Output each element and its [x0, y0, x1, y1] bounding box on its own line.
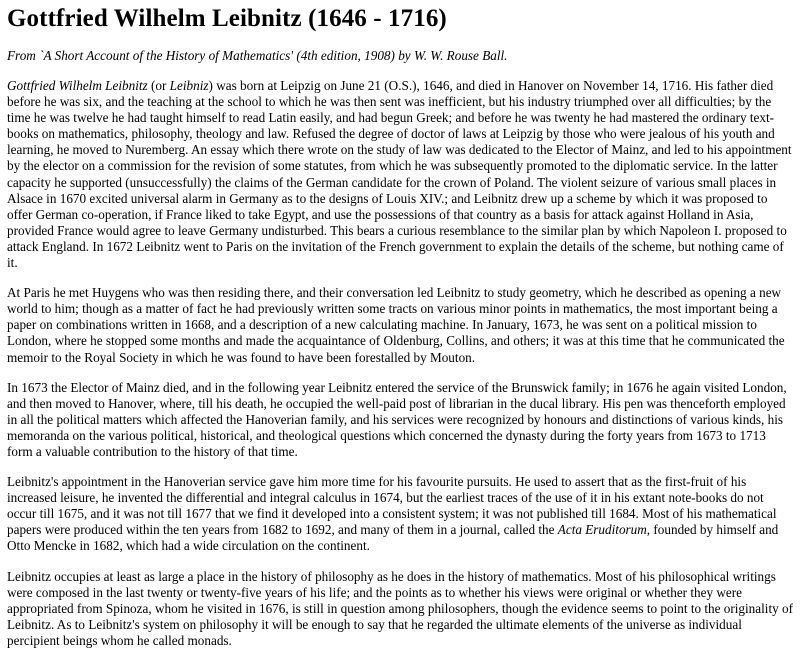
page-title: Gottfried Wilhelm Leibnitz (1646 - 1716) — [7, 5, 447, 32]
source-citation: From `A Short Account of the History of Mathematics' (4th edition, 1908) by W. W. Rouse Ball. — [7, 48, 508, 63]
paragraph-2: At Paris he met Huygens who was then residing there, and their conversation led Leibnitz to study geometry, which he described as opening a new world to him; though as a matter of fact he had previously written some tracts on various minor points in mathematics, the most important being a paper on combinations written in 1668, and a description of a new calculating machine. In January, 1673, he was sent on a political mission to London, where he stopped some months and made the acquaintance of Oldenburg, Collins, and others; it was at this time that he communicated the memoir to the Royal Society in which he was found to have been forestalled by Mouton. — [7, 285, 785, 365]
paren-open-text: (or — [147, 78, 170, 93]
paragraph-4-text-before: Leibnitz's appointment in the Hanoverian service gave him more time for his favourite pursuits. He used to assert that as the first-fruit of his increased leisure, he invented the differential and integral calculus in 1674, but the earliest traces of the use of it in his extant note-books do not occur till 1675, and it was not till 1677 that we find it developed into a consistent system; it was not published till 1684. Most of his mathematical papers were produced within the ten years from 1682 to 1692, and many of them in a journal, called the — [7, 474, 777, 538]
journal-title: Acta Eruditorum — [557, 522, 647, 538]
paragraph-3: In 1673 the Elector of Mainz died, and in the following year Leibnitz entered the service of the Brunswick family; in 1676 he again visited London, and then moved to Hanover, where, till his death, he occupied the well-paid post of librarian in the ducal library. His pen was thenceforth employed in all the political matters which affected the Hanoverian family, and his services were recognized by honours and distinctions of various kinds, his memoranda on the various political, historical, and theological questions which concerned the dynasty during the forty years from 1673 to 1713 form a valuable contribution to the history of that time. — [7, 379, 787, 459]
alt-name: Leibniz — [169, 78, 209, 93]
paragraph-5: Leibnitz occupies at least as large a place in the history of philosophy as he does in the history of mathematics. Most of his philosophical writings were composed in the last twenty or twenty-five years of his life; and the points as to whether his views were original or whether they were appropriated from Spinoza, whom he visited in 1676, is still in question among philosophers, though the evidence seems to point to the originality of Leibnitz. As to Leibnitz's system on philosophy it will be enough to say that he regarded the ultimate elements of the universe as individual percipient beings whom he called monads. — [7, 568, 794, 648]
paragraph-1-text: ) was born at Leipzig on June 21 (O.S.), 1646, and died in Hanover on November 14, 1716. His father died before he was six, and the teaching at the school to which he was then sent was inefficient, but his industry triumphed over all difficulties; by the time he was twelve he had taught himself to read Latin easily, and had begun Greek; and before he was twenty he had mastered the ordinary text-books on mathematics, philosophy, theology and law. Refused the degree of doctor of laws at Leipzig by those who were jealous of his youth and learning, he moved to Nuremberg. An essay which there wrote on the study of law was dedicated to the Elector of Mainz, and led to his appointment by the elector on a commission for the revision of some statutes, from which he was subsequently promoted to the diplomatic service. In the latter capacity he supported (unsuccessfully) the claims of the German candidate for the crown of Poland. The violent seizure of various small places in Alsace in 1670 excited universal alarm in Germany as to the designs of Louis XIV.; and Leibnitz drew up a scheme by which it was proposed to offer German co-operation, if France liked to take Egypt, and use the possessions of that country as a basis for attack against Holland in Asia, provided France would agree to leave Germany undisturbed. This bears a curious resemblance to the similar plan by which Napoleon I. proposed to attack England. In 1672 Leibnitz went to Paris on the invitation of the French government to explain the details of the scheme, but nothing came of it. — [7, 78, 792, 271]
paragraph-4 — [7, 474, 793, 554]
paragraph-1 — [7, 78, 793, 271]
subject-name: Gottfried Wilhelm Leibnitz — [7, 78, 148, 93]
paragraph-4-text-after: , founded by himself and Otto Mencke in 1682, which had a wide circulation on the continent. — [7, 522, 779, 554]
